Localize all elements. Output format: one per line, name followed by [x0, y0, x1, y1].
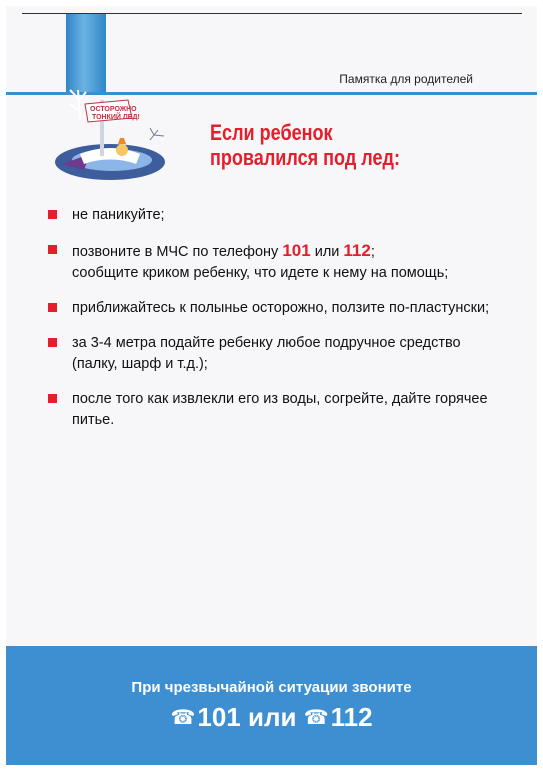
page-title: [210, 120, 456, 170]
phone-icon: ☎: [303, 707, 329, 729]
footer-mid: или: [240, 702, 304, 732]
list-item-text: [72, 240, 490, 284]
phone-number-112: 112: [343, 241, 371, 260]
thin-ice-illustration: [40, 80, 190, 190]
phone-icon: ☎: [170, 707, 196, 729]
header-label: Памятка для родителей: [339, 72, 473, 86]
red-square-bullet: [48, 210, 57, 219]
sign-text-1: ОСТОРОЖНО: [90, 106, 137, 113]
item2-text2: сообщите криком ребенку, что идете к нему на помощь;: [72, 265, 449, 281]
list-item: [40, 298, 490, 319]
footer-numbers: [6, 702, 537, 733]
item2-prefix: позвоните в МЧС по телефону: [72, 244, 283, 260]
footer-num-101: 101: [197, 702, 241, 732]
list-item: [40, 205, 490, 226]
item2-mid: или: [310, 244, 344, 260]
title-line-1: Если ребенок: [210, 120, 333, 145]
list-item-text: не паникуйте;: [72, 207, 165, 223]
sign-text-2: ТОНКИЙ ЛЕД!: [92, 114, 140, 121]
instruction-list: [40, 205, 490, 445]
red-square-bullet: [48, 303, 57, 312]
list-item-text: за 3-4 метра подайте ребенку любое подручное средство (палку, шарф и т.д.);: [72, 335, 461, 372]
title-line-2: провалился под лед:: [210, 145, 401, 170]
emergency-footer: [6, 646, 537, 765]
footer-text: При чрезвычайной ситуации звоните: [131, 679, 412, 696]
footer-num-112: 112: [330, 702, 373, 732]
item2-suffix: ;: [370, 244, 375, 260]
list-item: [40, 240, 490, 284]
list-item-text: приближайтесь к полынье осторожно, ползите по-пластунски;: [72, 300, 490, 316]
list-item-text: после того как извлекли его из воды, согрейте, дайте горячее питье.: [72, 391, 488, 428]
list-item: [40, 333, 490, 375]
red-square-bullet: [48, 394, 57, 403]
phone-number-101: 101: [282, 241, 311, 260]
list-item: [40, 389, 490, 431]
red-square-bullet: [48, 245, 57, 254]
red-square-bullet: [48, 338, 57, 347]
